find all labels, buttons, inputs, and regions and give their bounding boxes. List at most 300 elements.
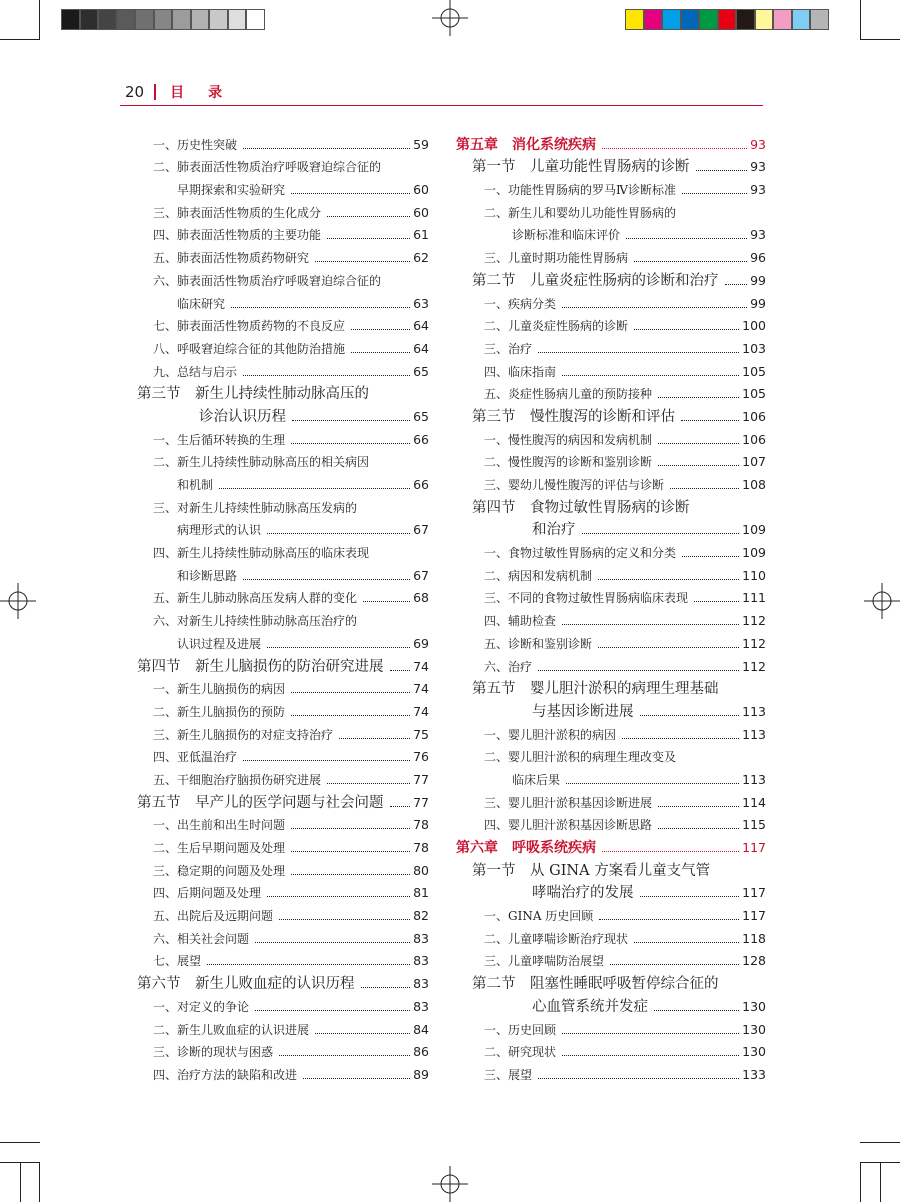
toc-entry-title: 第二节 阻塞性睡眠呼吸暂停综合征的 <box>472 976 719 993</box>
color-swatch <box>792 9 811 30</box>
toc-entry[interactable] <box>137 448 429 471</box>
toc-page-number: 128 <box>742 953 766 969</box>
color-swatch-bar <box>625 9 829 30</box>
dot-leader <box>361 987 411 988</box>
toc-entry[interactable] <box>456 448 766 471</box>
toc-entry[interactable] <box>137 765 429 788</box>
toc-entry-title: 二、肺表面活性物质治疗呼吸窘迫综合征的 <box>153 160 382 175</box>
toc-page-number: 93 <box>750 159 766 175</box>
toc-page-number: 106 <box>742 408 766 424</box>
toc-entry-title: 第二节 儿童炎症性肠病的诊断和治疗 <box>472 272 719 289</box>
toc-page-number: 96 <box>750 250 766 266</box>
toc-page-number: 115 <box>742 817 766 833</box>
color-swatch <box>644 9 663 30</box>
color-swatch <box>246 9 265 30</box>
toc-page-number: 80 <box>413 862 429 878</box>
toc-entry-title: 四、治疗方法的缺陷和改进 <box>153 1067 298 1082</box>
dot-leader <box>351 352 410 353</box>
toc-page-number: 108 <box>742 477 766 492</box>
toc-entry[interactable] <box>456 538 766 561</box>
toc-page-number: 83 <box>413 953 429 969</box>
dot-leader <box>303 1078 410 1079</box>
toc-entry[interactable] <box>137 901 429 924</box>
toc-entry[interactable] <box>456 652 766 675</box>
dot-leader <box>626 238 747 239</box>
toc-entry[interactable] <box>137 697 429 720</box>
color-swatch <box>681 9 700 30</box>
toc-entry-title: 五、炎症性肠病儿童的预防接种 <box>484 387 653 402</box>
dot-leader <box>339 738 410 739</box>
toc-entry-title: 和诊断思路 <box>177 568 238 583</box>
toc-entry-title: 三、婴儿胆汁淤积基因诊断进展 <box>484 795 653 810</box>
page-number: 20 <box>125 83 145 101</box>
dot-leader <box>562 1033 739 1034</box>
color-swatch <box>773 9 792 30</box>
toc-page-number: 111 <box>742 590 766 606</box>
toc-page-number: 107 <box>742 454 766 470</box>
toc-entry-title: 和机制 <box>177 478 214 492</box>
toc-entry-title: 第六章 呼吸系统疾病 <box>456 840 596 856</box>
toc-section[interactable] <box>456 266 766 289</box>
toc-entry[interactable] <box>137 743 429 766</box>
toc-entry[interactable] <box>137 175 429 198</box>
toc-entry[interactable] <box>137 1038 429 1061</box>
toc-entry[interactable] <box>137 1060 429 1083</box>
toc-entry[interactable] <box>456 470 766 493</box>
toc-entry-title: 三、对新生儿持续性肺动脉高压发病的 <box>153 500 358 515</box>
toc-entry-title: 一、功能性胃肠病的罗马Ⅳ诊断标准 <box>484 183 676 198</box>
toc-entry-title: 一、历史性突破 <box>153 137 238 152</box>
dot-leader <box>634 261 747 262</box>
toc-entry-title: 二、婴儿胆汁淤积的病理生理改变及 <box>484 750 677 765</box>
toc-page-number: 103 <box>742 340 766 356</box>
toc-entry[interactable] <box>456 901 766 924</box>
toc-page-number: 61 <box>413 227 429 243</box>
toc-entry[interactable] <box>456 289 766 312</box>
toc-entry[interactable] <box>456 380 766 403</box>
toc-entry[interactable] <box>456 629 766 652</box>
toc-page-number: 113 <box>742 771 766 787</box>
toc-entry[interactable] <box>137 334 429 357</box>
dot-leader <box>243 148 410 149</box>
toc-entry-title: 认识过程及进展 <box>177 636 262 651</box>
toc-entry-title: 诊断标准和临床评价 <box>512 228 621 243</box>
toc-entry-title: 二、病因和发病机制 <box>484 568 593 583</box>
dot-leader <box>599 919 739 920</box>
toc-page-number: 86 <box>413 1044 429 1060</box>
toc-page-number: 68 <box>413 590 429 606</box>
toc-section[interactable] <box>137 969 429 992</box>
toc-entry[interactable] <box>456 312 766 335</box>
toc-entry-title: 二、生后早期问题及处理 <box>153 841 286 855</box>
toc-page-number: 66 <box>413 477 429 492</box>
toc-section[interactable] <box>456 493 766 516</box>
toc-page-number: 117 <box>742 840 766 855</box>
toc-entry[interactable] <box>456 357 766 380</box>
toc-entry-title: 哮喘治疗的发展 <box>532 885 634 902</box>
dot-leader <box>279 1055 410 1056</box>
toc-page-number: 75 <box>413 726 429 742</box>
toc-entry[interactable] <box>456 561 766 584</box>
dot-leader <box>681 420 739 421</box>
toc-page-number: 113 <box>742 726 766 742</box>
dot-leader <box>315 261 410 262</box>
toc-entry[interactable] <box>137 924 429 947</box>
toc-section[interactable] <box>456 153 766 176</box>
toc-entry-title: 七、肺表面活性物质药物的不良反应 <box>153 319 346 334</box>
toc-entry[interactable] <box>137 879 429 902</box>
toc-entry-title: 第三节 慢性腹泻的诊断和评估 <box>472 408 675 425</box>
toc-entry[interactable] <box>137 243 429 266</box>
toc-page-number: 109 <box>742 522 766 538</box>
running-header <box>125 81 246 103</box>
toc-entry-title: 第四节 食物过敏性胃肠病的诊断 <box>472 499 690 516</box>
toc-page-number: 93 <box>750 227 766 243</box>
toc-entry[interactable] <box>456 584 766 607</box>
toc-page-number: 105 <box>742 363 766 379</box>
toc-page-number: 110 <box>742 567 766 583</box>
toc-entry-title: 第三节 新生儿持续性肺动脉高压的 <box>137 386 369 403</box>
toc-entry-title: 七、展望 <box>153 954 202 969</box>
toc-entry[interactable] <box>137 198 429 221</box>
toc-entry-title: 三、婴幼儿慢性腹泻的评估与诊断 <box>484 478 665 492</box>
toc-page-number: 82 <box>413 908 429 924</box>
toc-page-number: 60 <box>413 182 429 198</box>
toc-page-number: 133 <box>742 1066 766 1082</box>
toc-entry-title: 三、儿童哮喘防治展望 <box>484 954 605 969</box>
dot-leader <box>602 148 747 149</box>
toc-entry-title: 三、肺表面活性物质的生化成分 <box>153 205 322 220</box>
toc-entry[interactable] <box>137 357 429 380</box>
toc-entry-title: 六、相关社会问题 <box>153 931 250 946</box>
toc-entry[interactable] <box>456 243 766 266</box>
toc-page-number: 83 <box>413 976 429 992</box>
color-swatch <box>172 9 191 30</box>
color-swatch <box>625 9 644 30</box>
header-divider <box>154 84 156 100</box>
dot-leader <box>255 942 410 943</box>
toc-entry-title: 四、新生儿持续性肺动脉高压的临床表现 <box>153 546 370 561</box>
dot-leader <box>267 533 410 534</box>
toc-entry[interactable] <box>137 675 429 698</box>
toc-page-number: 78 <box>413 840 429 855</box>
toc-entry-title: 第一节 从 GINA 方案看儿童支气管 <box>472 862 711 879</box>
dot-leader <box>291 851 410 852</box>
toc-entry-title: 早期探索和实验研究 <box>177 183 286 198</box>
color-swatch <box>228 9 247 30</box>
toc-entry-title: 二、研究现状 <box>484 1045 557 1060</box>
dot-leader <box>562 624 739 625</box>
color-swatch <box>755 9 774 30</box>
toc-entry[interactable] <box>137 992 429 1015</box>
dot-leader <box>207 964 410 965</box>
dot-leader <box>658 443 739 444</box>
toc-entry[interactable] <box>456 1060 766 1083</box>
toc-page-number: 77 <box>413 771 429 787</box>
dot-leader <box>327 238 410 239</box>
toc-entry[interactable] <box>456 198 766 221</box>
toc-entry-title: 二、新生儿败血症的认识进展 <box>153 1022 310 1037</box>
registration-mark-right <box>864 583 900 619</box>
toc-entry[interactable] <box>137 856 429 879</box>
toc-section[interactable] <box>456 856 766 879</box>
toc-entry[interactable] <box>137 629 429 652</box>
color-swatch <box>699 9 718 30</box>
dot-leader <box>658 828 739 829</box>
dot-leader <box>658 397 739 398</box>
toc-entry-title: 第四节 新生儿脑损伤的防治研究进展 <box>137 658 384 675</box>
toc-entry-title: 一、新生儿脑损伤的病因 <box>153 682 286 697</box>
toc-section[interactable] <box>137 402 429 425</box>
toc-page-number: 130 <box>742 1021 766 1037</box>
toc-chapter[interactable] <box>456 833 766 856</box>
toc-entry[interactable] <box>137 425 429 448</box>
toc-section[interactable] <box>456 402 766 425</box>
toc-entry-title: 五、肺表面活性物质药物研究 <box>153 251 310 266</box>
dot-leader <box>538 1078 739 1079</box>
toc-entry[interactable] <box>456 425 766 448</box>
color-swatch <box>209 9 228 30</box>
toc-entry[interactable] <box>456 947 766 970</box>
toc-entry[interactable] <box>456 334 766 357</box>
dot-leader <box>634 329 739 330</box>
color-swatch <box>810 9 829 30</box>
dot-leader <box>243 579 410 580</box>
toc-page-number: 89 <box>413 1066 429 1082</box>
toc-page-number: 100 <box>742 318 766 334</box>
toc-entry[interactable] <box>137 266 429 289</box>
toc-entry-title: 第五节 早产儿的医学问题与社会问题 <box>137 794 384 811</box>
toc-entry[interactable] <box>456 1038 766 1061</box>
toc-entry-title: 一、慢性腹泻的病因和发病机制 <box>484 432 653 447</box>
toc-entry[interactable] <box>137 130 429 153</box>
toc-entry-title: 病理形式的认识 <box>177 523 262 538</box>
toc-page-number: 74 <box>413 703 429 719</box>
dot-leader <box>292 420 410 421</box>
toc-entry[interactable] <box>456 175 766 198</box>
toc-page-number: 65 <box>413 408 429 424</box>
dot-leader <box>291 874 410 875</box>
dot-leader <box>562 1055 739 1056</box>
dot-leader <box>598 579 739 580</box>
toc-page-number: 105 <box>742 386 766 402</box>
toc-entry-title: 二、新生儿和婴幼儿功能性胃肠病的 <box>484 205 677 220</box>
toc-entry[interactable] <box>137 811 429 834</box>
toc-entry-title: 一、生后循环转换的生理 <box>153 432 286 447</box>
toc-page-number: 113 <box>742 703 766 719</box>
toc-entry[interactable] <box>137 1015 429 1038</box>
color-swatch <box>662 9 681 30</box>
dot-leader <box>640 896 740 897</box>
toc-page-number: 99 <box>750 295 766 311</box>
toc-entry[interactable] <box>456 720 766 743</box>
toc-page-number: 78 <box>413 817 429 833</box>
color-swatch <box>117 9 136 30</box>
toc-entry-title: 临床后果 <box>512 772 561 787</box>
toc-entry[interactable] <box>137 516 429 539</box>
toc-page-number: 65 <box>413 363 429 379</box>
toc-right-column <box>456 130 766 1083</box>
dot-leader <box>363 601 410 602</box>
toc-entry-title: 三、展望 <box>484 1067 533 1082</box>
toc-entry-title: 二、儿童哮喘诊断治疗现状 <box>484 931 629 946</box>
toc-entry[interactable] <box>456 788 766 811</box>
toc-entry-title: 五、诊断和鉴别诊断 <box>484 636 593 651</box>
toc-entry[interactable] <box>137 606 429 629</box>
dot-leader <box>582 533 740 534</box>
toc-page-number: 64 <box>413 318 429 334</box>
toc-entry-title: 与基因诊断进展 <box>532 703 634 720</box>
dot-leader <box>291 828 410 829</box>
toc-entry-title: 一、疾病分类 <box>484 296 557 311</box>
toc-entry[interactable] <box>456 743 766 766</box>
header-title: 目录 <box>170 85 247 101</box>
header-rule <box>120 105 763 106</box>
toc-entry[interactable] <box>137 584 429 607</box>
dot-leader <box>243 375 410 376</box>
dot-leader <box>566 783 739 784</box>
toc-entry-title: 第六节 新生儿败血症的认识历程 <box>137 976 355 993</box>
toc-entry-title: 二、新生儿脑损伤的预防 <box>153 704 286 719</box>
toc-entry[interactable] <box>456 811 766 834</box>
toc-entry[interactable] <box>137 947 429 970</box>
toc-entry-title: 三、稳定期的问题及处理 <box>153 863 286 878</box>
toc-entry-title: 二、慢性腹泻的诊断和鉴别诊断 <box>484 455 653 470</box>
toc-section[interactable] <box>456 516 766 539</box>
toc-page-number: 63 <box>413 295 429 311</box>
toc-page-number: 67 <box>413 522 429 538</box>
toc-entry[interactable] <box>137 153 429 176</box>
toc-entry-title: 四、亚低温治疗 <box>153 750 238 765</box>
toc-entry-title: 和治疗 <box>532 522 576 539</box>
toc-page-number: 130 <box>742 1044 766 1060</box>
toc-entry-title: 临床研究 <box>177 296 226 311</box>
toc-entry-title: 二、儿童炎症性肠病的诊断 <box>484 319 629 334</box>
toc-entry-title: 四、肺表面活性物质的主要功能 <box>153 228 322 243</box>
dot-leader <box>640 715 740 716</box>
dot-leader <box>725 284 748 285</box>
dot-leader <box>327 216 410 217</box>
color-swatch <box>191 9 210 30</box>
dot-leader <box>670 488 739 489</box>
toc-section[interactable] <box>137 380 429 403</box>
toc-entry[interactable] <box>137 289 429 312</box>
toc-page-number: 118 <box>742 930 766 946</box>
toc-entry[interactable] <box>137 312 429 335</box>
registration-mark-top <box>432 0 468 36</box>
toc-entry[interactable] <box>456 606 766 629</box>
toc-entry[interactable] <box>456 924 766 947</box>
toc-entry[interactable] <box>137 833 429 856</box>
toc-page-number: 76 <box>413 749 429 765</box>
toc-page-number: 106 <box>742 431 766 447</box>
toc-page-number: 83 <box>413 930 429 946</box>
color-swatch <box>718 9 737 30</box>
toc-entry-title: 四、辅助检查 <box>484 614 557 629</box>
dot-leader <box>538 352 739 353</box>
registration-mark-left <box>0 583 36 619</box>
dot-leader <box>654 1010 739 1011</box>
toc-page-number: 114 <box>742 794 766 810</box>
dot-leader <box>682 193 747 194</box>
toc-page-number: 117 <box>742 885 766 901</box>
dot-leader <box>602 851 739 852</box>
toc-left-column <box>137 130 429 1083</box>
dot-leader <box>291 443 410 444</box>
dot-leader <box>219 488 410 489</box>
toc-entry-title: 三、治疗 <box>484 341 533 356</box>
toc-entry-title: 心血管系统并发症 <box>532 998 648 1015</box>
toc-entry-title: 一、GINA 历史回顾 <box>484 909 594 924</box>
dot-leader <box>255 1010 410 1011</box>
dot-leader <box>538 670 739 671</box>
toc-page-number: 64 <box>413 340 429 356</box>
toc-section[interactable] <box>137 788 429 811</box>
dot-leader <box>622 738 739 739</box>
toc-section[interactable] <box>456 675 766 698</box>
gray-swatch-bar <box>61 9 265 30</box>
toc-entry-title: 三、儿童时期功能性胃肠病 <box>484 251 629 266</box>
toc-entry-title: 六、肺表面活性物质治疗呼吸窘迫综合征的 <box>153 273 382 288</box>
toc-entry[interactable] <box>456 1015 766 1038</box>
toc-page-number: 69 <box>413 635 429 651</box>
toc-section[interactable] <box>456 879 766 902</box>
toc-entry[interactable] <box>456 221 766 244</box>
toc-page-number: 117 <box>742 908 766 924</box>
toc-entry-title: 六、对新生儿持续性肺动脉高压治疗的 <box>153 614 358 629</box>
toc-chapter[interactable] <box>456 130 766 153</box>
dot-leader <box>351 329 410 330</box>
toc-section[interactable] <box>456 969 766 992</box>
toc-entry[interactable] <box>137 470 429 493</box>
toc-entry-title: 一、对定义的争论 <box>153 999 250 1014</box>
toc-section[interactable] <box>137 652 429 675</box>
toc-entry-title: 一、出生前和出生时问题 <box>153 818 286 833</box>
dot-leader <box>291 715 410 716</box>
dot-leader <box>598 647 739 648</box>
toc-section[interactable] <box>456 697 766 720</box>
toc-section[interactable] <box>456 992 766 1015</box>
toc-entry-title: 三、新生儿脑损伤的对症支持治疗 <box>153 727 334 742</box>
toc-entry[interactable] <box>456 765 766 788</box>
toc-page-number: 112 <box>742 658 766 674</box>
dot-leader <box>267 647 410 648</box>
color-swatch <box>135 9 154 30</box>
toc-entry[interactable] <box>137 720 429 743</box>
toc-entry-title: 五、干细胞治疗脑损伤研究进展 <box>153 772 322 787</box>
toc-entry[interactable] <box>137 561 429 584</box>
toc-page-number: 93 <box>750 136 766 152</box>
toc-entry[interactable] <box>137 493 429 516</box>
dot-leader <box>243 760 410 761</box>
dot-leader <box>315 1033 410 1034</box>
toc-page-number: 130 <box>742 998 766 1014</box>
toc-page-number: 99 <box>750 272 766 288</box>
toc-page-number: 84 <box>413 1021 429 1037</box>
dot-leader <box>390 806 411 807</box>
toc-entry-title: 二、新生儿持续性肺动脉高压的相关病因 <box>153 455 370 470</box>
toc-entry[interactable] <box>137 538 429 561</box>
dot-leader <box>658 465 739 466</box>
toc-entry-title: 诊治认识历程 <box>199 408 286 425</box>
toc-entry[interactable] <box>137 221 429 244</box>
dot-leader <box>291 692 410 693</box>
color-swatch <box>61 9 80 30</box>
dot-leader <box>390 670 411 671</box>
toc-page-number: 62 <box>413 250 429 266</box>
dot-leader <box>231 307 410 308</box>
toc-page-number: 112 <box>742 613 766 629</box>
